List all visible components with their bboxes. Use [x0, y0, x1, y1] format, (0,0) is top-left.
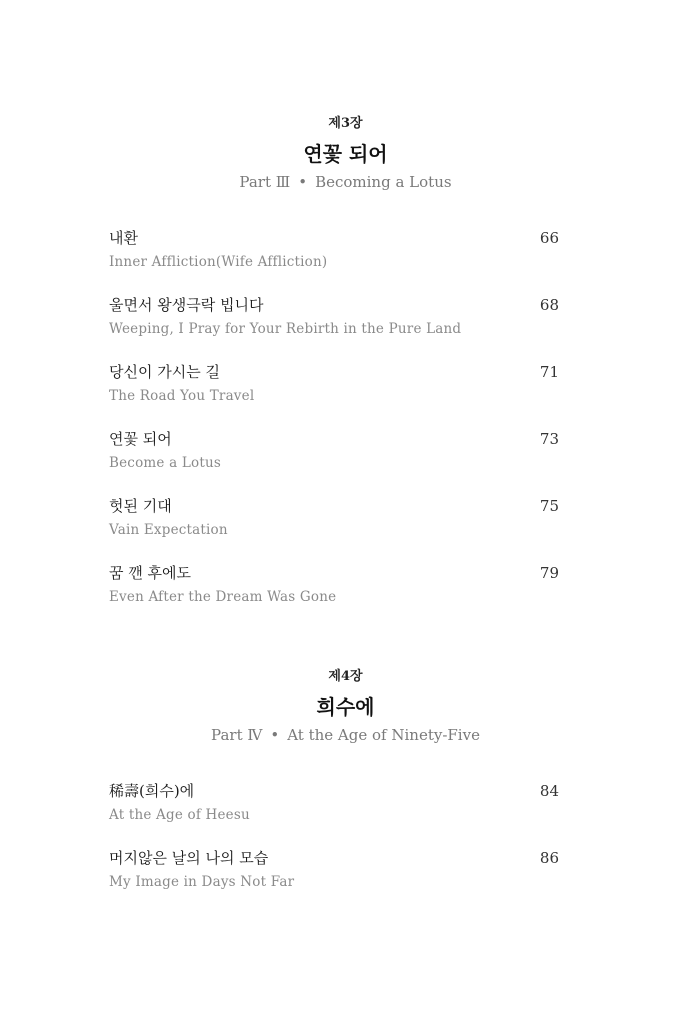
toc-entry[interactable] — [109, 360, 559, 427]
entry-page-number: 66 — [539, 229, 559, 247]
toc-entry[interactable] — [109, 226, 559, 293]
entry-page-number: 86 — [539, 849, 559, 867]
toc-entry[interactable] — [109, 427, 559, 494]
toc-entry[interactable] — [109, 561, 559, 628]
entry-page-number: 73 — [539, 430, 559, 448]
chapter-part: Part Ⅳ — [211, 726, 263, 744]
entry-title: 머지않은 날의 나의 모습 — [109, 849, 269, 867]
chapter-subtitle — [0, 723, 691, 747]
chapter-section — [0, 113, 691, 605]
toc-entry-list — [109, 226, 559, 628]
chapter-number: 제4장 — [328, 669, 363, 684]
entry-english-title: My Image in Days Not Far — [109, 874, 295, 890]
entry-title: 연꽃 되어 — [109, 430, 172, 448]
chapter-part: Part Ⅲ — [239, 173, 291, 191]
entry-page-number: 75 — [539, 497, 559, 515]
toc-entry[interactable] — [109, 846, 559, 913]
entry-english-title: The Road You Travel — [109, 388, 255, 404]
entry-page-number: 84 — [539, 782, 559, 800]
chapter-number: 제3장 — [328, 116, 363, 131]
entry-title: 울면서 왕생극락 빕니다 — [109, 296, 264, 314]
chapter-subtitle — [0, 170, 691, 194]
chapter-title: 연꽃 되어 — [303, 142, 388, 166]
entry-english-title: Become a Lotus — [109, 455, 221, 471]
toc-entry-list — [109, 779, 559, 913]
entry-english-title: Vain Expectation — [109, 522, 228, 538]
entry-english-title: Even After the Dream Was Gone — [109, 589, 337, 605]
entry-english-title: Inner Affliction(Wife Affliction) — [109, 254, 328, 270]
entry-page-number: 71 — [539, 363, 559, 381]
entry-page-number: 68 — [539, 296, 559, 314]
toc-entry[interactable] — [109, 779, 559, 846]
entry-title: 稀壽(희수)에 — [109, 782, 195, 800]
separator-dot: • — [298, 173, 308, 191]
separator-dot: • — [270, 726, 280, 744]
entry-title: 당신이 가시는 길 — [109, 363, 220, 381]
entry-title: 내환 — [109, 229, 138, 247]
chapter-english-title: At the Age of Ninety-Five — [287, 726, 480, 744]
entry-english-title: Weeping, I Pray for Your Rebirth in the Pure Land — [109, 321, 462, 337]
chapter-title: 희수에 — [316, 695, 375, 719]
entry-page-number: 79 — [539, 564, 559, 582]
entry-title: 헛된 기대 — [109, 497, 172, 515]
chapter-english-title: Becoming a Lotus — [315, 173, 452, 191]
entry-english-title: At the Age of Heesu — [109, 807, 250, 823]
chapter-section — [0, 666, 691, 890]
entry-title: 꿈 깬 후에도 — [109, 564, 191, 582]
toc-entry[interactable] — [109, 494, 559, 561]
toc-entry[interactable] — [109, 293, 559, 360]
